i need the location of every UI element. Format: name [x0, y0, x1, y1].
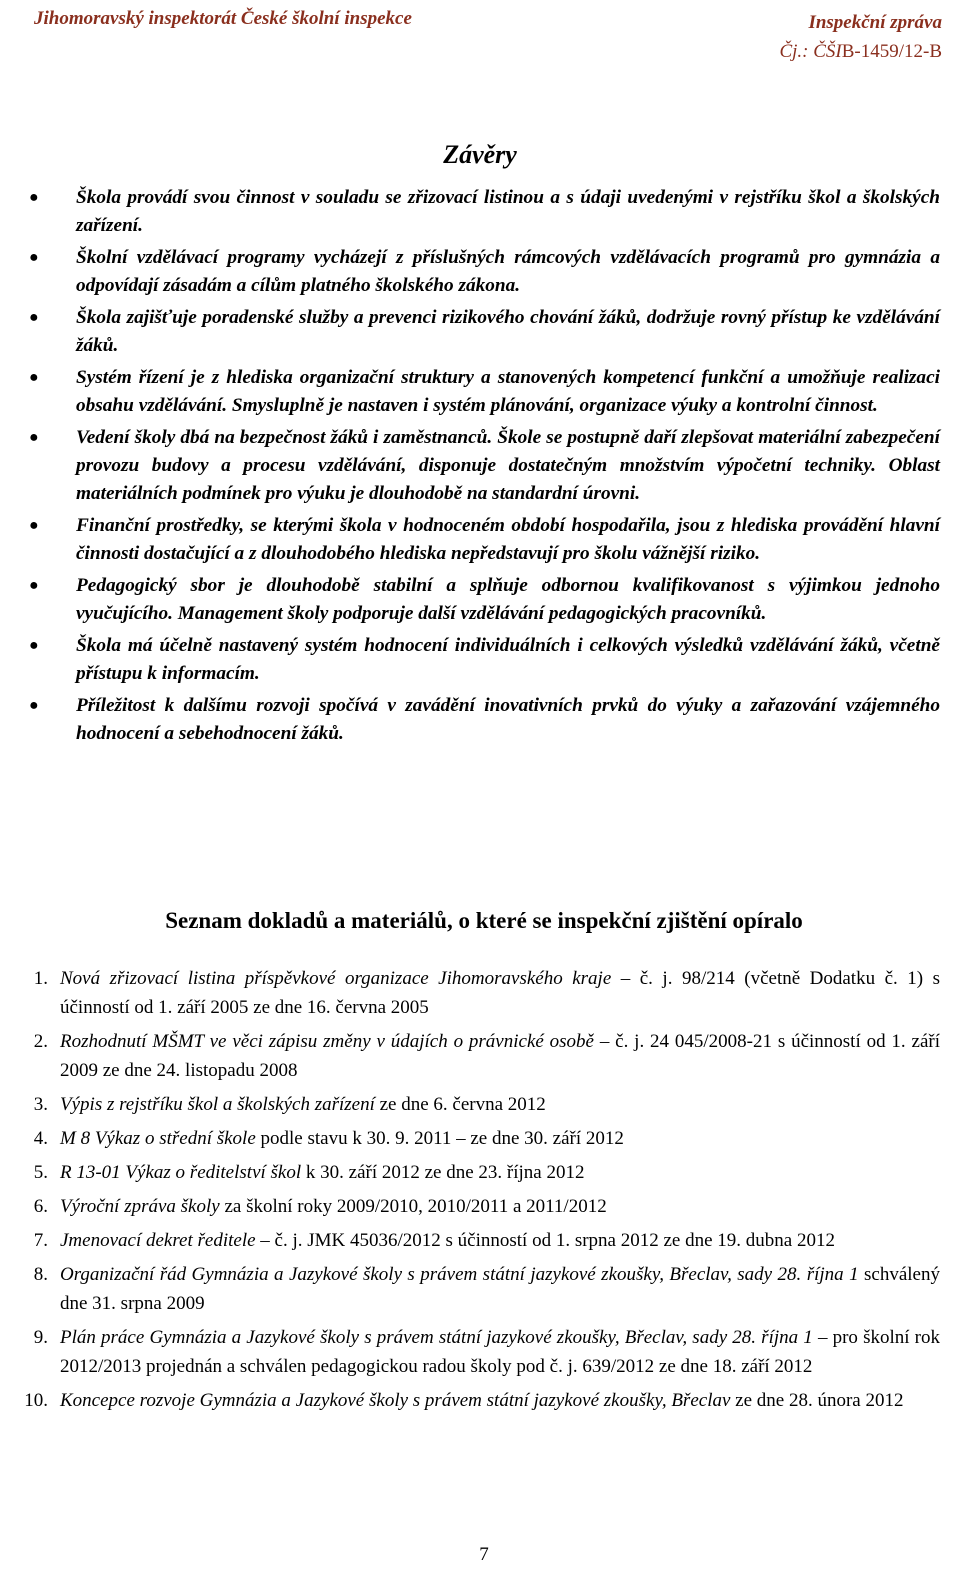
- material-item: [33, 1323, 941, 1381]
- conclusion-item: [29, 184, 940, 240]
- conclusion-text: Škola provádí svou činnost v souladu se zřizovací listinou a s údaji uvedenými v rejstříku škol a školských zařízení.: [76, 187, 940, 236]
- document-details: za školní roky 2009/2010, 2010/2011 a 2011/2012: [219, 1196, 607, 1217]
- material-item: [33, 1124, 940, 1153]
- conclusions-list: [29, 184, 940, 752]
- conclusion-item: [29, 572, 940, 628]
- document-name: Výroční zpráva školy: [60, 1196, 220, 1217]
- document-details: ze dne 6. června 2012: [374, 1094, 546, 1115]
- bullet-icon: ●: [29, 637, 39, 654]
- materials-list: [24, 964, 941, 1420]
- bullet-icon: ●: [29, 697, 39, 714]
- document-details: – č. j. 24 045/2008-21 s účinností od 1. září 2009 ze dne 24. listopadu 2008: [60, 1031, 940, 1081]
- material-item: [33, 1192, 940, 1221]
- bullet-icon: ●: [29, 249, 39, 266]
- bullet-icon: ●: [29, 369, 39, 386]
- conclusion-text: Školní vzdělávací programy vycházejí z příslušných rámcových vzdělávacích programů pro gymnázia a odpovídají zásadám a cílům platného školského zákona.: [76, 247, 940, 296]
- document-details: ze dne 28. února 2012: [730, 1390, 904, 1411]
- material-item: [33, 1027, 940, 1085]
- conclusion-text: Pedagogický sbor je dlouhodobě stabilní a splňuje odbornou kvalifikovanost s výjimkou jednoho vyučujícího. Management školy podporuje další vzdělávání pedagogických pracovníků.: [76, 575, 940, 624]
- header-report-info: [779, 8, 942, 66]
- conclusion-item: [29, 244, 940, 300]
- item-number: 5.: [33, 1162, 48, 1183]
- conclusion-item: [29, 364, 940, 420]
- material-item: [33, 1158, 940, 1187]
- document-name: Nová zřizovací listina příspěvkové organizace Jihomoravského kraje: [60, 968, 612, 989]
- document-name: M 8 Výkaz o střední škole: [60, 1128, 256, 1149]
- material-item: [33, 1260, 940, 1318]
- material-item: [33, 964, 940, 1022]
- material-item: [33, 1090, 940, 1119]
- header-reference: [779, 37, 942, 66]
- conclusion-item: [29, 512, 940, 568]
- conclusion-item: [29, 304, 940, 360]
- bullet-icon: ●: [29, 189, 39, 206]
- document-details: podle stavu k 30. 9. 2011 – ze dne 30. září 2012: [255, 1128, 624, 1149]
- item-number: 6.: [33, 1196, 48, 1217]
- document-name: Jmenovací dekret ředitele: [60, 1230, 256, 1251]
- document-details: – pro školní rok 2012/2013 projednán a schválen pedagogickou radou školy pod č. j. 639/2012 ze dne 18. září 2012: [60, 1327, 941, 1377]
- material-item: [24, 1386, 940, 1415]
- conclusion-text: Finanční prostředky, se kterými škola v hodnoceném období hospodařila, jsou z hlediska provádění hlavní činnosti dostačující a z dlouhodobého hlediska nepředstavují pro školu vážnější riziko.: [76, 515, 940, 564]
- document-name: Výpis z rejstříku škol a školských zařízení: [60, 1094, 375, 1115]
- conclusion-item: [29, 632, 940, 688]
- conclusions-title: Závěry: [443, 140, 517, 169]
- conclusion-text: Škola má účelně nastavený systém hodnocení individuálních i celkových výsledků vzdělávání žáků, včetně přístupu k informacím.: [76, 635, 940, 684]
- document-name: Plán práce Gymnázia a Jazykové školy s právem státní jazykové zkoušky, Břeclav, sady 28. října 1: [60, 1327, 813, 1348]
- material-item: [33, 1226, 940, 1255]
- document-details: schválený dne 31. srpna 2009: [60, 1264, 940, 1314]
- conclusion-text: Příležitost k dalšímu rozvoji spočívá v zavádění inovativních prvků do výuky a zařazování vzájemného hodnocení a sebehodnocení žáků.: [76, 695, 940, 744]
- conclusion-text: Škola zajišťuje poradenské služby a prevenci rizikového chování žáků, dodržuje rovný přístup ke vzdělávání žáků.: [76, 307, 940, 356]
- bullet-icon: ●: [29, 429, 39, 446]
- header-reference-prefix: Čj.: ČŠI: [779, 41, 842, 62]
- page-number: 7: [479, 1544, 489, 1565]
- materials-title: Seznam dokladů a materiálů, o které se inspekční zjištění opíralo: [165, 908, 803, 933]
- conclusion-text: Vedení školy dbá na bezpečnost žáků i zaměstnanců. Škole se postupně daří zlepšovat materiální zabezpečení provozu budovy a procesu vzdělávání, disponuje dostatečným množstvím výpočetní techniky. Oblast materiálních podmínek pro výuku je dlouhodobě na standardní úrovni.: [76, 427, 940, 504]
- item-number: 7.: [33, 1230, 48, 1251]
- item-number: 10.: [24, 1390, 48, 1411]
- header-organization: Jihomoravský inspektorát České školní inspekce: [34, 8, 412, 29]
- document-details: – č. j. JMK 45036/2012 s účinností od 1. srpna 2012 ze dne 19. dubna 2012: [255, 1230, 835, 1251]
- conclusion-item: [29, 692, 940, 748]
- document-name: Organizační řád Gymnázia a Jazykové školy s právem státní jazykové zkoušky, Břeclav, sady 28. října 1: [60, 1264, 859, 1285]
- document-name: Rozhodnutí MŠMT ve věci zápisu změny v údajích o právnické osobě: [60, 1031, 594, 1052]
- item-number: 2.: [33, 1031, 48, 1052]
- document-name: R 13-01 Výkaz o ředitelství škol: [60, 1162, 302, 1183]
- bullet-icon: ●: [29, 517, 39, 534]
- header-reference-number: B-1459/12-B: [841, 41, 942, 62]
- item-number: 8.: [33, 1264, 48, 1285]
- item-number: 1.: [33, 968, 48, 989]
- item-number: 3.: [33, 1094, 48, 1115]
- document-name: Koncepce rozvoje Gymnázia a Jazykové školy s právem státní jazykové zkoušky, Břeclav: [60, 1390, 731, 1411]
- bullet-icon: ●: [29, 309, 39, 326]
- document-details: – č. j. 98/214 (včetně Dodatku č. 1) s účinností od 1. září 2005 ze dne 16. června 2005: [60, 968, 940, 1018]
- document-details: k 30. září 2012 ze dne 23. října 2012: [301, 1162, 585, 1183]
- conclusion-text: Systém řízení je z hlediska organizační struktury a stanovených kompetencí funkční a umožňuje realizaci obsahu vzdělávání. Smysluplně je nastaven i systém plánování, organizace výuky a kontrolní činnost.: [76, 367, 940, 416]
- bullet-icon: ●: [29, 577, 39, 594]
- header-report-title: Inspekční zpráva: [808, 12, 942, 33]
- conclusion-item: [29, 424, 940, 508]
- item-number: 9.: [33, 1327, 48, 1348]
- item-number: 4.: [33, 1128, 48, 1149]
